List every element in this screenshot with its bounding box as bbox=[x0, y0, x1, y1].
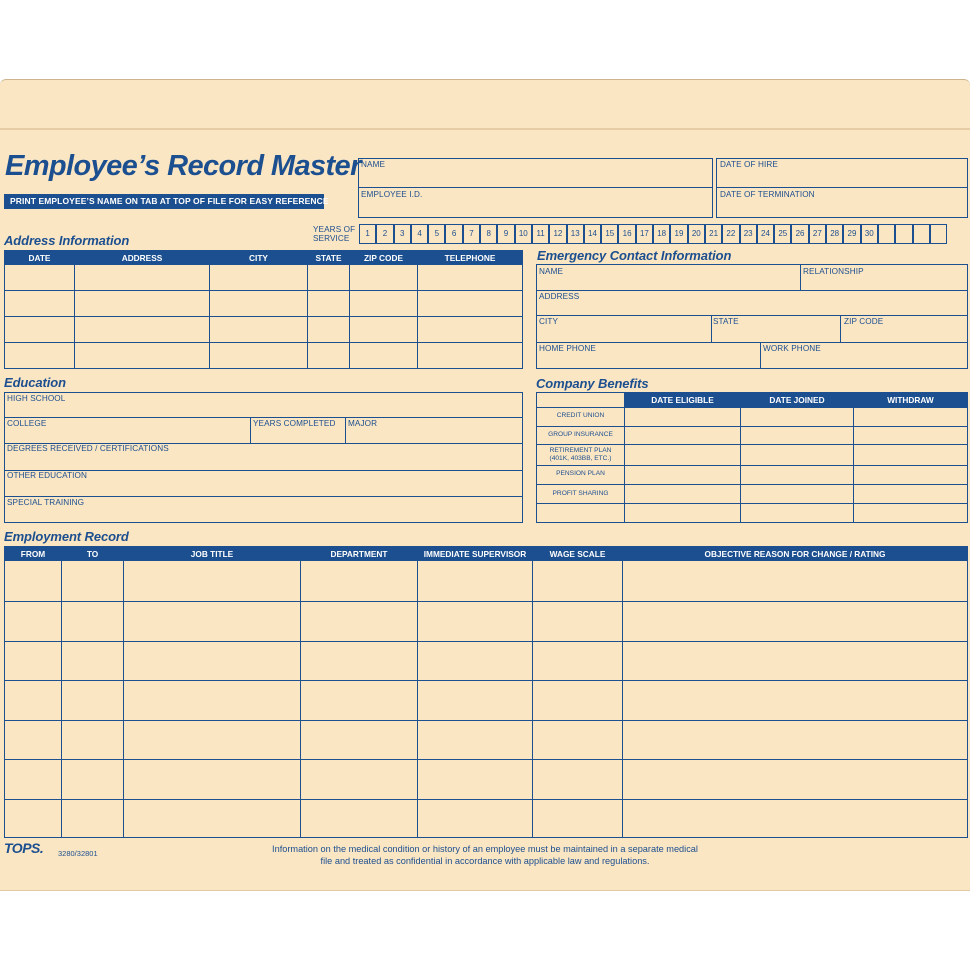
years-of-service-label-1: YEARS OF bbox=[313, 225, 356, 234]
emergency-state-label: STATE bbox=[713, 317, 739, 326]
year-box[interactable]: 16 bbox=[618, 224, 635, 244]
name-id-box bbox=[358, 158, 713, 218]
year-box[interactable]: 8 bbox=[480, 224, 497, 244]
employment-table bbox=[4, 546, 968, 838]
benefit-profit-sharing: PROFIT SHARING bbox=[552, 490, 609, 497]
year-box[interactable]: 9 bbox=[497, 224, 514, 244]
year-box[interactable]: 30 bbox=[861, 224, 878, 244]
name-field-label: NAME bbox=[361, 160, 386, 169]
year-box[interactable]: 19 bbox=[670, 224, 687, 244]
year-box[interactable]: 13 bbox=[567, 224, 584, 244]
year-box[interactable]: 3 bbox=[394, 224, 411, 244]
address-section-title: Address Information bbox=[4, 233, 130, 248]
benefits-col-date-joined: DATE JOINED bbox=[741, 393, 853, 407]
address-col-state: STATE bbox=[308, 251, 349, 265]
education-section-title: Education bbox=[4, 375, 66, 390]
emergency-city-label: CITY bbox=[539, 317, 559, 326]
date-of-termination-label: DATE OF TERMINATION bbox=[720, 190, 815, 199]
folder-tab-fold-line bbox=[0, 128, 970, 130]
address-col-telephone: TELEPHONE bbox=[418, 251, 522, 265]
other-education-label: OTHER EDUCATION bbox=[7, 471, 88, 480]
year-box[interactable]: 17 bbox=[636, 224, 653, 244]
employment-col-job-title: JOB TITLE bbox=[124, 547, 300, 561]
employment-col-to: TO bbox=[62, 547, 123, 561]
emergency-home-phone-label: HOME PHONE bbox=[539, 344, 596, 353]
year-box[interactable]: 22 bbox=[722, 224, 739, 244]
year-box[interactable]: 12 bbox=[549, 224, 566, 244]
address-table bbox=[4, 250, 523, 369]
year-box[interactable] bbox=[878, 224, 895, 244]
benefits-col-date-eligible: DATE ELIGIBLE bbox=[625, 393, 740, 407]
emergency-contact-box bbox=[536, 264, 968, 369]
date-of-hire-label: DATE OF HIRE bbox=[720, 160, 778, 169]
year-box[interactable]: 26 bbox=[791, 224, 808, 244]
emergency-name-label: NAME bbox=[539, 267, 564, 276]
years-completed-label: YEARS COMPLETED bbox=[253, 419, 336, 428]
benefit-credit-union: CREDIT UNION bbox=[556, 412, 605, 419]
employee-id-field-label: EMPLOYEE I.D. bbox=[361, 190, 423, 199]
year-box[interactable] bbox=[913, 224, 930, 244]
degrees-label: DEGREES RECEIVED / CERTIFICATIONS bbox=[7, 444, 169, 453]
year-box[interactable]: 18 bbox=[653, 224, 670, 244]
employment-col-reason: OBJECTIVE REASON FOR CHANGE / RATING bbox=[623, 547, 967, 561]
year-box[interactable]: 14 bbox=[584, 224, 601, 244]
employment-col-supervisor: IMMEDIATE SUPERVISOR bbox=[418, 547, 532, 561]
confidentiality-note: Information on the medical condition or history of an employee must be maintained in a separate medical file and treated as confidential in accordance with applicable law and regulations. bbox=[272, 844, 698, 866]
address-col-zip: ZIP CODE bbox=[350, 251, 417, 265]
instruction-banner: PRINT EMPLOYEE’S NAME ON TAB AT TOP OF FILE FOR EASY REFERENCE bbox=[4, 194, 324, 209]
employment-col-department: DEPARTMENT bbox=[301, 547, 417, 561]
emergency-zip-label: ZIP CODE bbox=[844, 317, 884, 326]
year-box[interactable] bbox=[930, 224, 947, 244]
year-box[interactable]: 20 bbox=[688, 224, 705, 244]
benefit-pension-plan: PENSION PLAN bbox=[556, 470, 605, 477]
benefits-col-withdraw: WITHDRAW bbox=[854, 393, 967, 407]
year-box[interactable]: 24 bbox=[757, 224, 774, 244]
special-training-label: SPECIAL TRAINING bbox=[7, 498, 85, 507]
year-box[interactable] bbox=[895, 224, 912, 244]
year-box[interactable]: 25 bbox=[774, 224, 791, 244]
year-box[interactable]: 6 bbox=[445, 224, 462, 244]
years-of-service-label-2: SERVICE bbox=[313, 234, 350, 243]
year-box[interactable]: 28 bbox=[826, 224, 843, 244]
year-box[interactable]: 7 bbox=[463, 224, 480, 244]
emergency-address-label: ADDRESS bbox=[539, 292, 580, 301]
employment-col-from: FROM bbox=[5, 547, 61, 561]
employment-col-wage-scale: WAGE SCALE bbox=[533, 547, 622, 561]
employment-section-title: Employment Record bbox=[4, 529, 129, 544]
form-title: Employee’s Record Master bbox=[5, 150, 361, 182]
benefit-retirement-plan: RETIREMENT PLAN bbox=[549, 447, 612, 454]
emergency-work-phone-label: WORK PHONE bbox=[763, 344, 821, 353]
year-box[interactable]: 27 bbox=[809, 224, 826, 244]
major-label: MAJOR bbox=[348, 419, 378, 428]
year-box[interactable]: 23 bbox=[740, 224, 757, 244]
year-box[interactable]: 10 bbox=[515, 224, 532, 244]
years-of-service-boxes bbox=[359, 224, 947, 244]
year-box[interactable]: 5 bbox=[428, 224, 445, 244]
address-col-city: CITY bbox=[210, 251, 307, 265]
high-school-label: HIGH SCHOOL bbox=[7, 394, 66, 403]
year-box[interactable]: 1 bbox=[359, 224, 376, 244]
year-box[interactable]: 2 bbox=[376, 224, 393, 244]
year-box[interactable]: 29 bbox=[843, 224, 860, 244]
college-label: COLLEGE bbox=[7, 419, 47, 428]
tops-logo: TOPS. bbox=[4, 840, 44, 856]
benefit-group-insurance: GROUP INSURANCE bbox=[548, 431, 613, 438]
year-box[interactable]: 4 bbox=[411, 224, 428, 244]
emergency-section-title: Emergency Contact Information bbox=[537, 248, 732, 263]
emergency-relationship-label: RELATIONSHIP bbox=[803, 267, 864, 276]
year-box[interactable]: 15 bbox=[601, 224, 618, 244]
benefit-retirement-plan-detail: (401K, 403BB, ETC.) bbox=[549, 455, 612, 462]
benefits-section-title: Company Benefits bbox=[536, 376, 649, 391]
year-box[interactable]: 21 bbox=[705, 224, 722, 244]
address-col-date: DATE bbox=[5, 251, 74, 265]
address-col-address: ADDRESS bbox=[75, 251, 209, 265]
year-box[interactable]: 11 bbox=[532, 224, 549, 244]
product-code: 3280/32801 bbox=[58, 849, 98, 858]
